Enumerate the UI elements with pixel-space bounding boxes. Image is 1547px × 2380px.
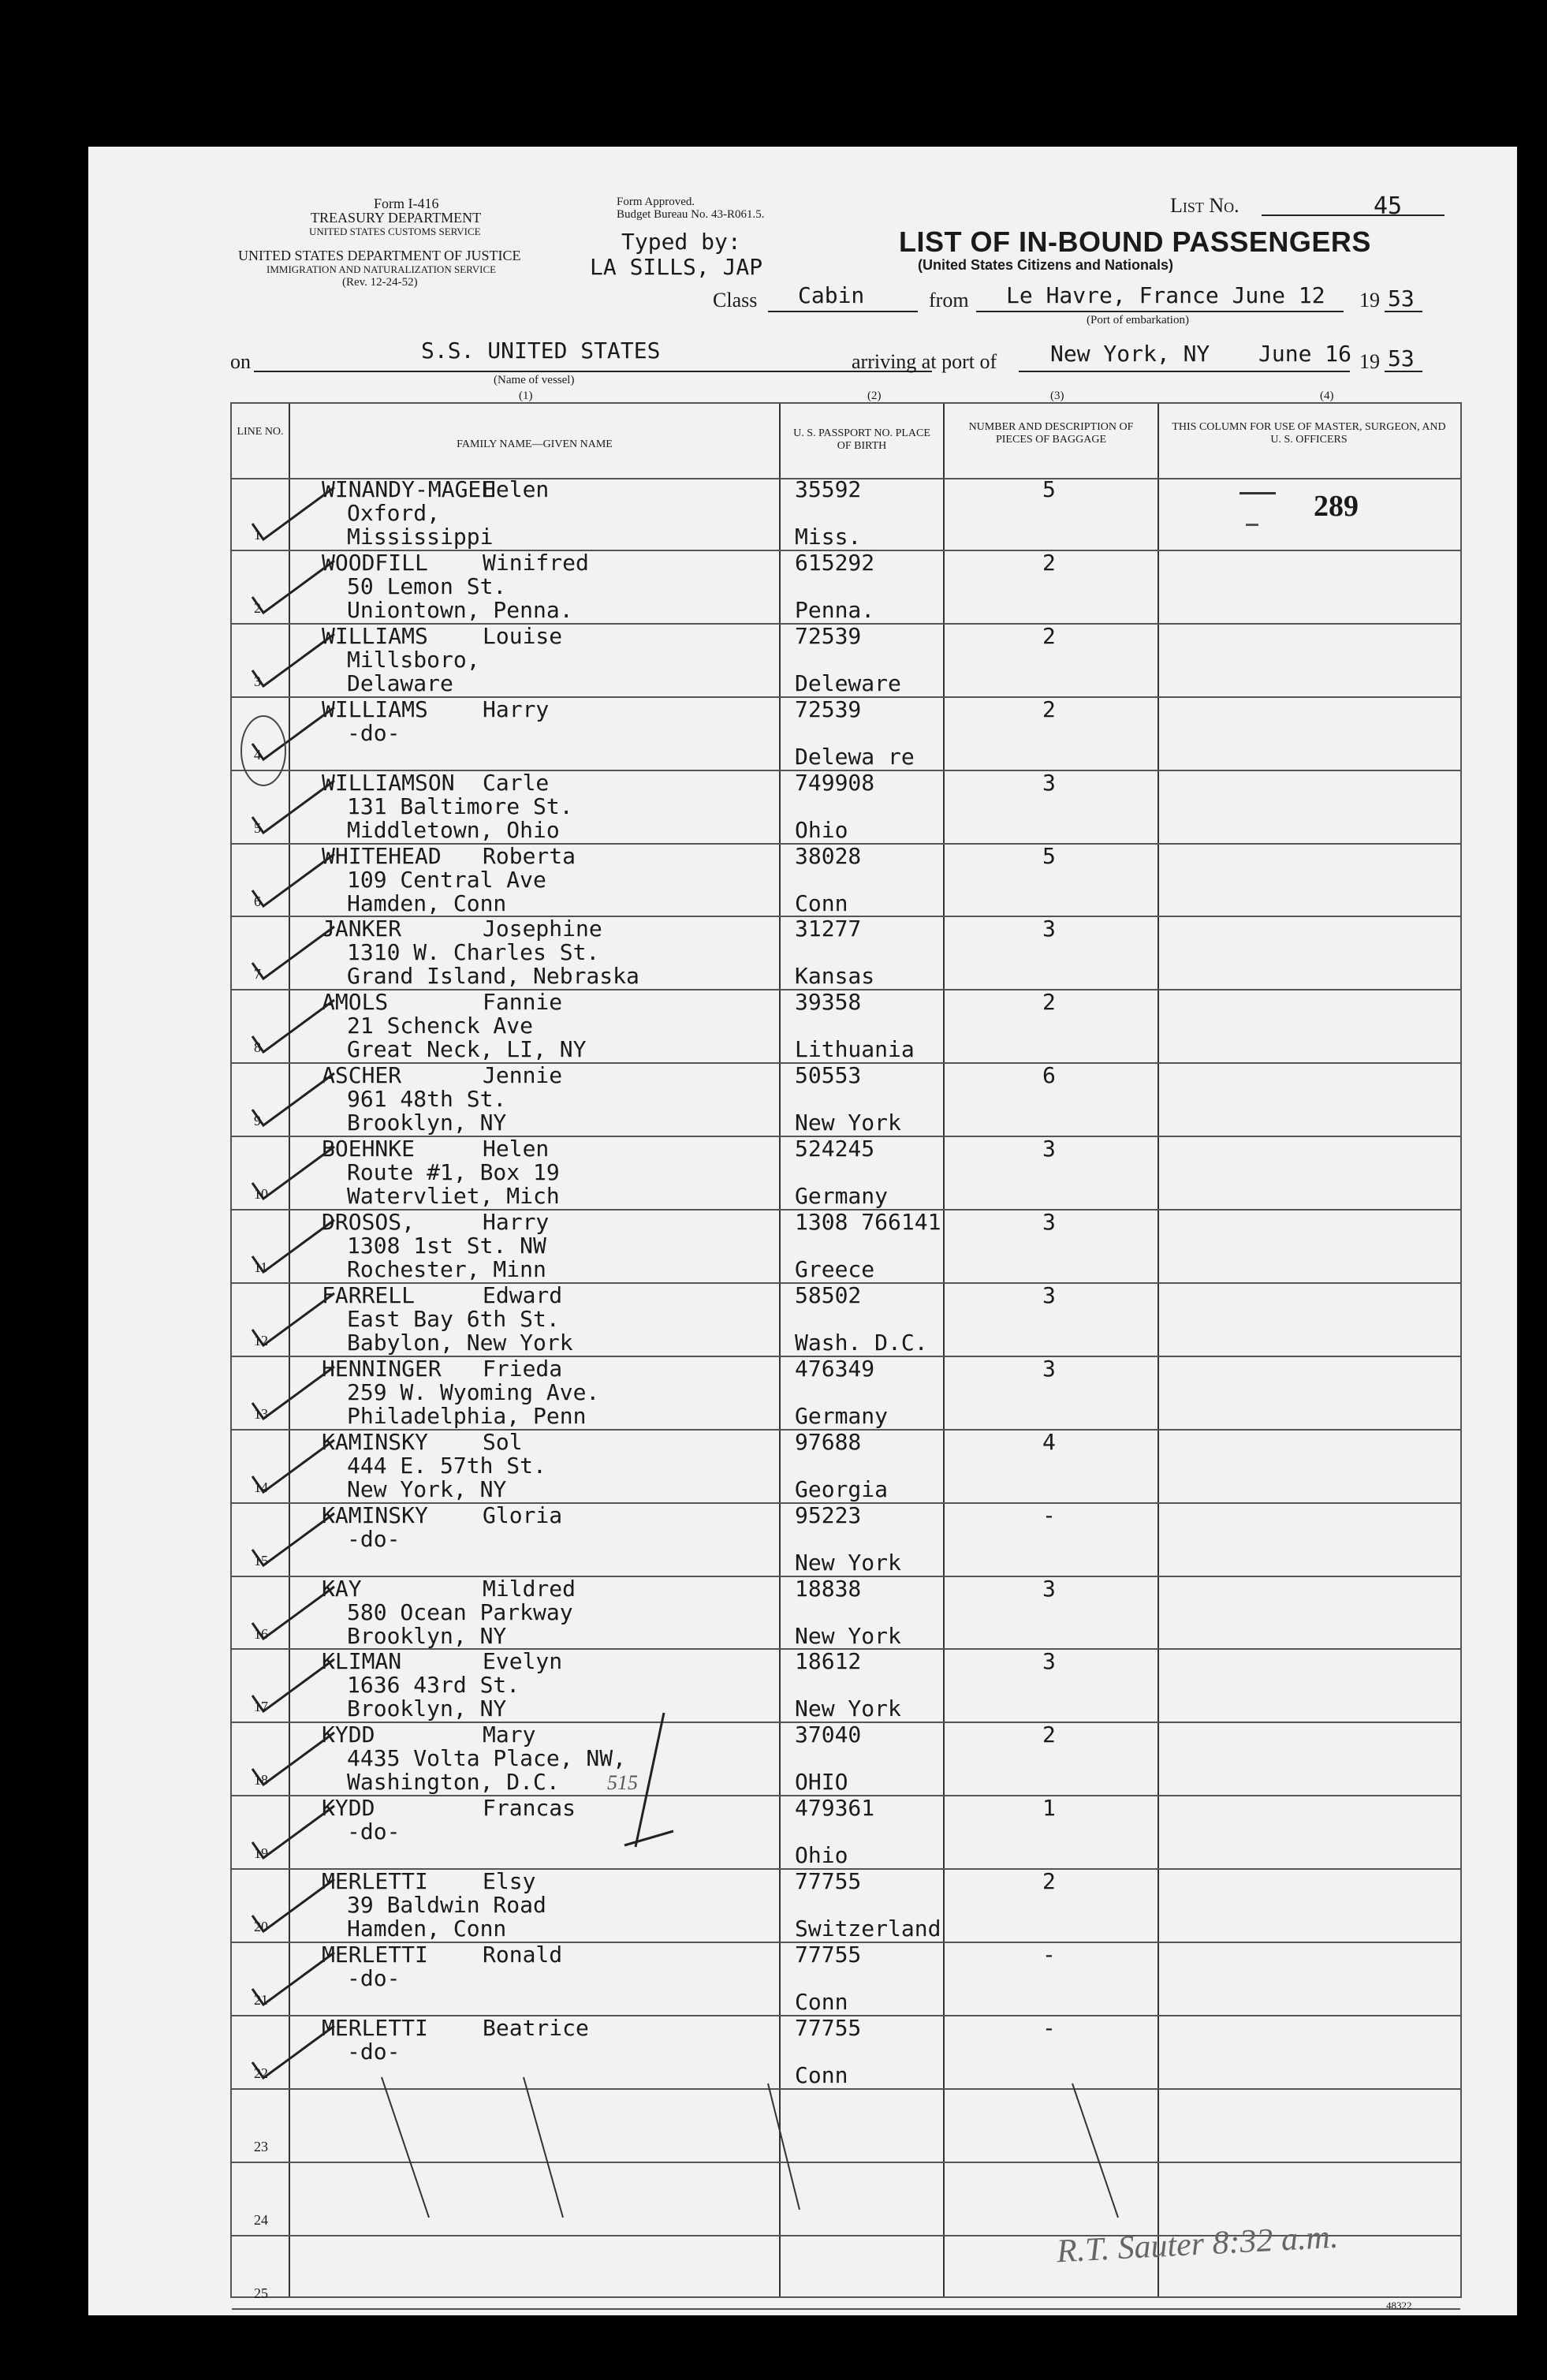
baggage-count: 3	[1042, 1575, 1056, 1602]
line-number: 19	[254, 1845, 268, 1862]
given-name: Helen	[483, 476, 550, 502]
place-of-birth: New York	[795, 1622, 901, 1649]
vessel-caption: (Name of vessel)	[494, 374, 575, 386]
form-number: Form I-416	[374, 196, 439, 211]
class-label: Class	[713, 289, 758, 311]
family-name: AMOLS	[322, 989, 389, 1016]
address-line-2: Brooklyn, NY	[347, 1622, 507, 1649]
place-of-birth: New York	[795, 1695, 901, 1722]
given-name: Evelyn	[483, 1648, 563, 1675]
given-name: Sol	[483, 1428, 523, 1455]
passport-number: 50553	[795, 1062, 862, 1089]
place-of-birth: Greece	[795, 1256, 875, 1282]
address-line-2: Babylon, New York	[347, 1329, 573, 1356]
place-of-birth: Germany	[795, 1402, 889, 1429]
passport-number: 39358	[795, 989, 862, 1016]
hand-annotations	[232, 404, 1460, 2296]
dept-justice-sub: IMMIGRATION AND NATURALIZATION SERVICE	[267, 263, 497, 275]
address-line-1: 50 Lemon St.	[347, 573, 507, 599]
line-number: 3	[254, 673, 261, 689]
line-number: 17	[254, 1699, 268, 1715]
line-number: 8	[254, 1039, 261, 1056]
family-name: WHITEHEAD	[322, 842, 442, 869]
passport-number: 749908	[795, 769, 875, 796]
address-line-2: Grand Island, Nebraska	[347, 963, 639, 990]
passport-number: 97688	[795, 1428, 862, 1455]
column-number-3: (3)	[1050, 390, 1064, 402]
baggage-count: 3	[1042, 1209, 1056, 1235]
header-name: FAMILY NAME—GIVEN NAME	[457, 438, 613, 450]
slash-mark	[1072, 2083, 1118, 2218]
given-name: Edward	[483, 1281, 563, 1308]
given-name: Fannie	[483, 989, 563, 1016]
family-name: WILLIAMS	[322, 622, 428, 649]
line-number: 14	[254, 1479, 268, 1495]
place-of-birth: Miss.	[795, 524, 862, 550]
baggage-count: 3	[1042, 1281, 1056, 1308]
family-name: WILLIAMSON	[322, 769, 455, 796]
place-of-birth: Kansas	[795, 963, 875, 990]
arrival-year: 53	[1388, 345, 1415, 371]
baggage-count: 2	[1042, 696, 1056, 722]
line-number: 6	[254, 893, 261, 909]
header-officers: THIS COLUMN FOR USE OF MASTER, SURGEON, AND U. S. OFFICERS	[1172, 421, 1446, 446]
officer-note: 289	[1314, 490, 1359, 523]
given-name: Roberta	[483, 842, 576, 869]
place-of-birth: Delewa re	[795, 743, 915, 770]
place-of-birth: Wash. D.C.	[795, 1329, 928, 1356]
address-line-1: 444 E. 57th St.	[347, 1452, 546, 1479]
family-name: KAMINSKY	[322, 1501, 428, 1528]
given-name: Josephine	[483, 916, 602, 942]
family-name: KAMINSKY	[322, 1428, 428, 1455]
given-name: Francas	[483, 1795, 576, 1822]
address-line-1: East Bay 6th St.	[347, 1305, 560, 1332]
baggage-count: 3	[1042, 769, 1056, 796]
place-of-birth: Conn	[795, 1989, 848, 2015]
column-number-4: (4)	[1320, 390, 1334, 402]
line-number: 4	[254, 746, 261, 763]
family-name: WINANDY-MAGEE	[322, 476, 495, 502]
passport-number: 58502	[795, 1281, 862, 1308]
family-name: WILLIAMS	[322, 696, 428, 722]
line-number: 20	[254, 1919, 268, 1935]
given-name: Elsy	[483, 1868, 536, 1895]
address-line-1: 259 W. Wyoming Ave.	[347, 1378, 600, 1405]
page-subtitle: (United States Citizens and Nationals)	[918, 257, 1174, 273]
row-rule	[232, 2308, 1460, 2310]
family-name: FARRELL	[322, 1281, 416, 1308]
address-line-1: -do-	[347, 2038, 401, 2065]
dept-justice: UNITED STATES DEPARTMENT OF JUSTICE	[238, 248, 521, 263]
address-line-1: 1636 43rd St.	[347, 1672, 520, 1699]
passport-number: 38028	[795, 842, 862, 869]
address-line-2: Middletown, Ohio	[347, 816, 560, 843]
address-line-2: Uniontown, Penna.	[347, 596, 573, 623]
baggage-count: -	[1042, 1501, 1056, 1528]
address-line-1: 21 Schenck Ave	[347, 1013, 534, 1039]
line-number: 7	[254, 966, 261, 983]
slash-mark	[636, 1713, 664, 1847]
given-name: Frieda	[483, 1355, 563, 1382]
passport-number: 95223	[795, 1501, 862, 1528]
place-of-birth: Ohio	[795, 1842, 848, 1869]
vessel-name: S.S. UNITED STATES	[421, 338, 661, 364]
address-line-1: -do-	[347, 1965, 401, 1991]
given-name: Ronald	[483, 1942, 563, 1968]
header-line-no: LINE NO.	[237, 426, 284, 438]
form-approval: Form Approved.	[617, 196, 695, 208]
place-of-birth: Germany	[795, 1183, 889, 1210]
typed-by-value: LA SILLS, JAP	[590, 254, 763, 280]
from-year-prefix: 19	[1359, 289, 1380, 311]
list-no-label: List No.	[1170, 194, 1239, 217]
passport-number: 524245	[795, 1136, 875, 1162]
arrival-year-prefix: 19	[1359, 350, 1380, 373]
address-line-2: Philadelphia, Penn	[347, 1402, 587, 1429]
line-number: 9	[254, 1113, 261, 1129]
slash-mark	[768, 2083, 800, 2210]
passport-number: 615292	[795, 549, 875, 576]
passport-number: 479361	[795, 1795, 875, 1822]
address-line-1: Route #1, Box 19	[347, 1159, 560, 1186]
address-line-1: 39 Baldwin Road	[347, 1892, 546, 1919]
address-line-2: Delaware	[347, 670, 453, 696]
address-line-1: -do-	[347, 719, 401, 746]
given-name: Gloria	[483, 1501, 563, 1528]
arrival-port: New York, NY	[1050, 341, 1210, 367]
place-of-birth: Switzerland	[795, 1916, 941, 1942]
slash-mark	[524, 2077, 563, 2218]
dept-treasury-sub: UNITED STATES CUSTOMS SERVICE	[309, 226, 481, 237]
address-line-1: 109 Central Ave	[347, 866, 546, 893]
list-no-line	[1262, 214, 1444, 216]
line-number: 2	[254, 599, 261, 616]
line-number: 11	[254, 1259, 268, 1275]
baggage-count: 3	[1042, 916, 1056, 942]
passport-number: 72539	[795, 696, 862, 722]
header-baggage: NUMBER AND DESCRIPTION OF PIECES OF BAGGAGE	[968, 421, 1134, 446]
line-number: 5	[254, 819, 261, 836]
family-name: KYDD	[322, 1722, 375, 1748]
list-no-value: 45	[1374, 192, 1403, 220]
passport-number: 77755	[795, 1942, 862, 1968]
given-name: Mary	[483, 1722, 536, 1748]
class-value: Cabin	[798, 282, 865, 308]
passport-number: 77755	[795, 1868, 862, 1895]
family-name: WOODFILL	[322, 549, 428, 576]
baggage-count: 6	[1042, 1062, 1056, 1089]
given-name: Carle	[483, 769, 550, 796]
address-line-1: 131 Baltimore St.	[347, 793, 573, 819]
line-number: 23	[254, 2138, 268, 2154]
address-line-1: 961 48th St.	[347, 1086, 507, 1113]
line-number: 12	[254, 1332, 268, 1349]
place-of-birth: New York	[795, 1110, 901, 1136]
given-name: Harry	[483, 696, 550, 722]
baggage-count: 2	[1042, 622, 1056, 649]
baggage-count: 2	[1042, 1868, 1056, 1895]
on-label: on	[230, 350, 251, 373]
given-name: Beatrice	[483, 2014, 589, 2041]
line-number: 13	[254, 1405, 268, 1422]
family-name: DROSOS,	[322, 1209, 416, 1235]
port-embark-caption: (Port of embarkation)	[1087, 314, 1189, 326]
given-name: Jennie	[483, 1062, 563, 1089]
baggage-count: 3	[1042, 1355, 1056, 1382]
from-year: 53	[1388, 285, 1415, 311]
page-title: LIST OF IN-BOUND PASSENGERS	[899, 226, 1371, 258]
place-of-birth: Deleware	[795, 670, 901, 696]
family-name: MERLETTI	[322, 1942, 428, 1968]
place-of-birth: Penna.	[795, 596, 875, 623]
given-name: Harry	[483, 1209, 550, 1235]
place-of-birth: New York	[795, 1549, 901, 1576]
manifest-page	[88, 147, 1517, 2315]
address-line-1: 1310 W. Charles St.	[347, 939, 600, 966]
family-name: BOEHNKE	[322, 1136, 416, 1162]
typed-by-label: Typed by:	[621, 229, 741, 255]
address-line-2: New York, NY	[347, 1475, 507, 1502]
line-number: 25	[254, 2285, 268, 2301]
address-line-2: Brooklyn, NY	[347, 1110, 507, 1136]
address-line-2: Hamden, Conn	[347, 890, 507, 916]
arriving-label: arriving at port of	[852, 350, 997, 373]
line-number: 15	[254, 1552, 268, 1569]
baggage-count: 2	[1042, 989, 1056, 1016]
address-line-1: -do-	[347, 1525, 401, 1552]
place-of-birth: Conn	[795, 2061, 848, 2088]
line-number: 22	[254, 2065, 268, 2081]
column-number-1: (1)	[519, 390, 533, 402]
baggage-count: 3	[1042, 1648, 1056, 1675]
given-name: Louise	[483, 622, 563, 649]
family-name: JANKER	[322, 916, 402, 942]
from-value: Le Havre, France June 12	[1006, 282, 1325, 308]
baggage-count: 5	[1042, 842, 1056, 869]
family-name: KAY	[322, 1575, 362, 1602]
form-revision: (Rev. 12-24-52)	[342, 276, 418, 289]
passport-number: 476349	[795, 1355, 875, 1382]
passport-number: 1308 766141	[795, 1209, 941, 1235]
given-name: Winifred	[483, 549, 589, 576]
given-name: Mildred	[483, 1575, 576, 1602]
budget-bureau: Budget Bureau No. 43-R061.5.	[617, 208, 765, 221]
passport-number: 31277	[795, 916, 862, 942]
line-number: 18	[254, 1772, 268, 1789]
address-line-1: 4435 Volta Place, NW,	[347, 1745, 627, 1772]
baggage-count: 1	[1042, 1795, 1056, 1822]
passenger-table	[230, 402, 1462, 2301]
family-name: MERLETTI	[322, 2014, 428, 2041]
address-line-2: Brooklyn, NY	[347, 1695, 507, 1722]
arrival-date: June 16	[1258, 341, 1352, 367]
address-line-2: Rochester, Minn	[347, 1256, 546, 1282]
class-line	[768, 311, 918, 312]
slash-mark	[624, 1831, 673, 1845]
slash-mark	[382, 2077, 429, 2218]
passport-number: 18838	[795, 1575, 862, 1602]
line-number: 1	[254, 527, 261, 543]
margin-note-515: 515	[607, 1771, 638, 1794]
passport-number: 77755	[795, 2014, 862, 2041]
passport-number: 37040	[795, 1722, 862, 1748]
address-line-1: Oxford,	[347, 500, 441, 526]
line-number: 21	[254, 1992, 268, 2008]
address-line-2: Washington, D.C.	[347, 1769, 560, 1796]
passport-number: 35592	[795, 476, 862, 502]
address-line-1: 1308 1st St. NW	[347, 1233, 546, 1259]
baggage-count: -	[1042, 1942, 1056, 1968]
address-line-1: -do-	[347, 1819, 401, 1845]
passport-number: 72539	[795, 622, 862, 649]
place-of-birth: Ohio	[795, 816, 848, 843]
address-line-1: 580 Ocean Parkway	[347, 1598, 573, 1625]
family-name: MERLETTI	[322, 1868, 428, 1895]
header-passport: U. S. PASSPORT NO. PLACE OF BIRTH	[793, 427, 930, 452]
vessel-line	[254, 371, 932, 372]
place-of-birth: Conn	[795, 890, 848, 916]
line-number: 16	[254, 1625, 268, 1642]
column-number-2: (2)	[867, 390, 882, 402]
baggage-count: 2	[1042, 549, 1056, 576]
from-line	[976, 311, 1344, 312]
address-line-2: Watervliet, Mich	[347, 1183, 560, 1210]
baggage-count: 4	[1042, 1428, 1056, 1455]
passport-number: 18612	[795, 1648, 862, 1675]
family-name: HENNINGER	[322, 1355, 442, 1382]
place-of-birth: Georgia	[795, 1475, 889, 1502]
family-name: KLIMAN	[322, 1648, 402, 1675]
address-line-2: Hamden, Conn	[347, 1916, 507, 1942]
address-line-1: Millsboro,	[347, 646, 480, 673]
family-name: KYDD	[322, 1795, 375, 1822]
signature: R.T. Sauter 8:32 a.m.	[1056, 2218, 1340, 2270]
line-number: 24	[254, 2211, 268, 2228]
from-label: from	[929, 289, 969, 311]
address-line-2: Mississippi	[347, 524, 494, 550]
form-footer-number: 48322	[1386, 2300, 1412, 2311]
baggage-count: 3	[1042, 1136, 1056, 1162]
arrival-line	[1019, 371, 1350, 372]
baggage-count: -	[1042, 2014, 1056, 2041]
line-number: 10	[254, 1186, 268, 1203]
address-line-2: Great Neck, LI, NY	[347, 1036, 587, 1063]
place-of-birth: OHIO	[795, 1769, 848, 1796]
given-name: Helen	[483, 1136, 550, 1162]
place-of-birth: Lithuania	[795, 1036, 915, 1063]
baggage-count: 5	[1042, 476, 1056, 502]
family-name: ASCHER	[322, 1062, 402, 1089]
baggage-count: 2	[1042, 1722, 1056, 1748]
circle-mark	[241, 716, 285, 785]
dept-treasury: TREASURY DEPARTMENT	[311, 210, 482, 226]
